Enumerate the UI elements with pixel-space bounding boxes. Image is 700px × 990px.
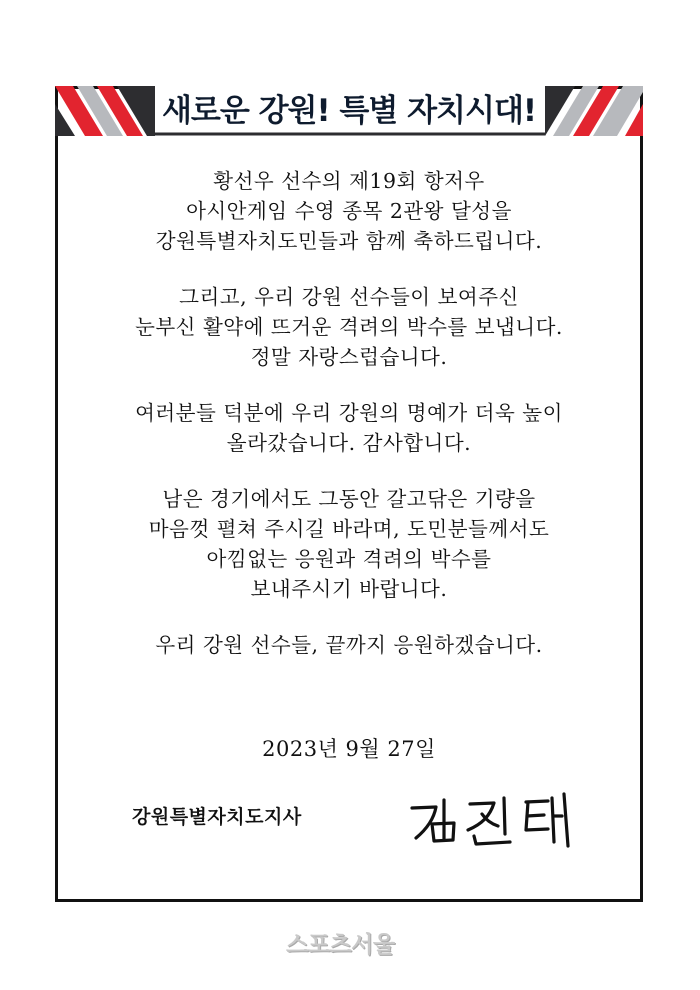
- text-line: 올라갔습니다. 감사합니다.: [226, 431, 472, 455]
- text-line: 강원특별자치도민들과 함께 축하드립니다.: [155, 229, 543, 253]
- watermark-logo: 스포츠서울: [286, 932, 395, 958]
- handwritten-signature: [406, 790, 576, 850]
- banner-title: 새로운 강원! 특별 자치시대!: [161, 93, 537, 129]
- text-line: 보내주시기 바랍니다.: [250, 577, 448, 601]
- text-line: 황선우 선수의 제19회 항저우: [213, 169, 485, 193]
- letter-body: [58, 166, 640, 686]
- text-line: 아시안게임 수영 종목 2관왕 달성을: [186, 199, 512, 223]
- text-line: 정말 자랑스럽습니다.: [250, 345, 448, 369]
- banner: [55, 86, 643, 136]
- text-line: 마음껏 펼쳐 주시길 바라며, 도민분들께서도: [148, 517, 550, 541]
- text-line: 아낌없는 응원과 격려의 박수를: [206, 547, 492, 571]
- text-line: 눈부신 활약에 뜨거운 격려의 박수를 보냅니다.: [135, 315, 563, 339]
- paragraph-4: [58, 484, 640, 604]
- letter-date: 2023년 9월 27일: [262, 737, 436, 761]
- paragraph-1: [58, 166, 640, 256]
- paragraph-2: [58, 282, 640, 372]
- text-line: 우리 강원 선수들, 끝까지 응원하겠습니다.: [155, 633, 543, 657]
- text-line: 그리고, 우리 강원 선수들이 보여주신: [179, 285, 519, 309]
- paragraph-5: [58, 630, 640, 660]
- signer-title: 강원특별자치도지사: [132, 806, 302, 828]
- text-line: 남은 경기에서도 그동안 갈고닦은 기량을: [162, 487, 536, 511]
- paragraph-3: [58, 398, 640, 458]
- text-line: 여러분들 덕분에 우리 강원의 명예가 더욱 높이: [135, 401, 563, 425]
